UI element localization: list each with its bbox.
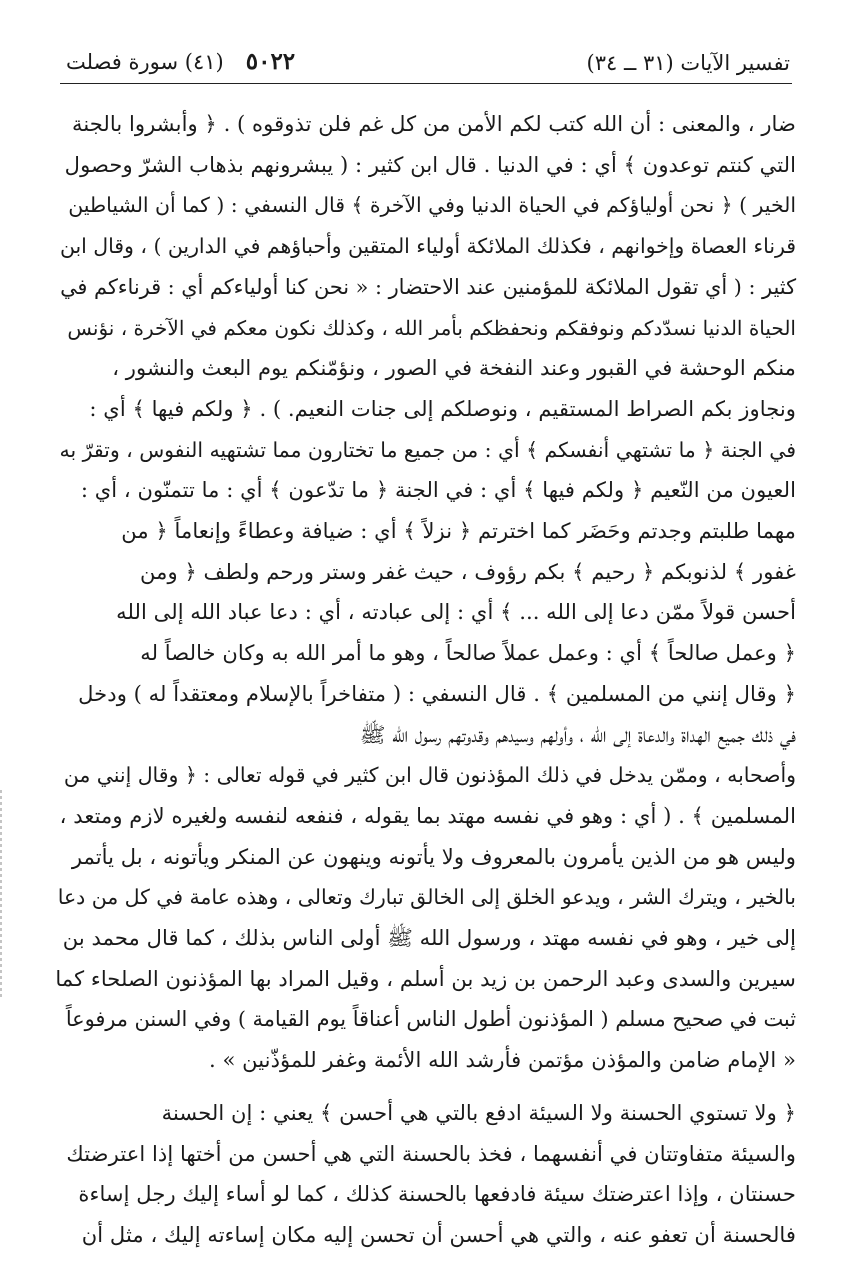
- text-line: حسنتان ، وإذا اعترضتك سيئة فادفعها بالحسنة كذلك ، كما لو أساء إليك رجل إساءة: [78, 1181, 796, 1207]
- text-line: العيون من النّعيم ﴿ ولكم فيها ﴾ أي : في الجنة ﴿ ما تدّعون ﴾ أي : ما تتمنّون ، أي :: [80, 477, 796, 503]
- text-line: قرناء العصاة وإخوانهم ، فكذلك الملائكة أولياء المتقين وأحباؤهم في الدارين ) ، وقال ابن: [59, 234, 796, 259]
- text-line: الحياة الدنيا نسدّدكم ونوفقكم ونحفظكم بأمر الله ، وكذلك نكون معكم في الآخرة ، نؤنس: [67, 315, 796, 340]
- text-line: في الجنة ﴿ ما تشتهي أنفسكم ﴾ أي : من جميع ما تختارون مما تشتهيه النفوس ، وتقرّ به: [59, 437, 796, 462]
- text-line: أحسن قولاً ممّن دعا إلى الله ... ﴾ أي : إلى عبادته ، أي : دعا عباد الله إلى الله: [116, 599, 796, 625]
- surah-title: (٤١) سورة فصلت: [66, 50, 224, 74]
- text-line: سيرين والسدى وعبد الرحمن بن زيد بن أسلم ، وقيل المراد بها المؤذنون الصلحاء كما: [55, 965, 796, 991]
- text-line: مهما طلبتم وجدتم وحَضَر كما اخترتم ﴿ نزلاً ﴾ أي : ضيافة وعطاءً وإنعاماً ﴿ من: [121, 518, 796, 544]
- text-line: ونجاوز بكم الصراط المستقيم ، ونوصلكم إلى جنات النعيم. ) . ﴿ ولكم فيها ﴾ أي :: [89, 395, 796, 421]
- scan-edge-artifact: [0, 790, 2, 1000]
- text-line: ﴿ وعمل صالحاً ﴾ أي : وعمل عملاً صالحاً ، وهو ما أمر الله به وكان خالصاً له: [140, 640, 796, 666]
- text-line: في ذلك جميع الهداة والدعاة إلى الله ، وأولهم وسيدهم وقدوتهم رسول الله ﷺ: [359, 721, 796, 747]
- text-line: ﴿ ولا تستوي الحسنة ولا السيئة ادفع بالتي هي أحسن ﴾ يعني : إن الحسنة: [161, 1099, 796, 1125]
- text-line: التي كنتم توعدون ﴾ أي : في الدنيا . قال ابن كثير : ( يبشرونهم بذهاب الشرّ وحصول: [64, 151, 796, 177]
- running-header: [56, 48, 796, 83]
- section-title: تفسير الآيات (٣١ ــ ٣٤): [586, 51, 790, 75]
- text-line: بالخير ، ويترك الشر ، ويدعو الخلق إلى الخالق تبارك وتعالى ، وهذه عامة في كل من دعا: [57, 885, 796, 910]
- text-line: الخير ) ﴿ نحن أولياؤكم في الحياة الدنيا وفي الآخرة ﴾ قال النسفي : ( كما أن الشياطين: [68, 193, 796, 218]
- text-line: « الإمام ضامن والمؤذن مؤتمن فأرشد الله الأئمة وغفر للمؤذّنين » .: [208, 1047, 796, 1073]
- text-line: وليس هو من الذين يأمرون بالمعروف ولا يأتونه وينهون عن المنكر ويأتونه ، بل يأتمر: [71, 843, 796, 869]
- text-line: غفور ﴾ لذنوبكم ﴿ رحيم ﴾ بكم رؤوف ، حيث غفر وستر ورحم ولطف ﴿ ومن: [139, 558, 796, 584]
- header-divider: [60, 83, 792, 84]
- text-line: وأصحابه ، وممّن يدخل في ذلك المؤذنون قال ابن كثير في قوله تعالى : ﴿ وقال إنني من: [63, 763, 796, 788]
- body-text: [56, 104, 796, 1256]
- page-number: ٥٠٢٢: [245, 48, 296, 75]
- text-line: والسيئة متفاوتتان في أنفسهما ، فخذ بالحسنة التي هي أحسن من أختها إذا اعترضتك: [66, 1140, 796, 1166]
- text-line: فالحسنة أن تعفو عنه ، والتي هي أحسن أن تحسن إليه مكان إساءته إليك ، مثل أن: [81, 1221, 796, 1247]
- text-line: إلى خير ، وهو في نفسه مهتد ، ورسول الله ﷺ أولى الناس بذلك ، كما قال محمد بن: [62, 925, 796, 951]
- text-line: ثبت في صحيح مسلم ( المؤذنون أطول الناس أعناقاً يوم القيامة ) وفي السنن مرفوعاً: [65, 1007, 796, 1032]
- text-line: ﴿ وقال إنني من المسلمين ﴾ . قال النسفي : ( متفاخراً بالإسلام ومعتقداً له ) ودخل: [78, 680, 796, 706]
- header-right-group: [66, 48, 295, 75]
- paragraph: [56, 104, 796, 1081]
- text-line: المسلمين ﴾ . ( أي : وهو في نفسه مهتد بما يقوله ، فنفعه لنفسه ولغيره لازم ومتعد ،: [59, 802, 796, 828]
- paragraph: [56, 1093, 796, 1256]
- text-line: كثير : ( أي تقول الملائكة للمؤمنين عند الاحتضار : « نحن كنا أولياءكم أي : قرناءكم في: [60, 274, 796, 299]
- text-line: ضار ، والمعنى : أن الله كتب لكم الأمن من كل غم فلن تذوقوه ) . ﴿ وأبشروا بالجنة: [72, 111, 796, 136]
- text-line: منكم الوحشة في القبور وعند النفخة في الصور ، ونؤمّنكم يوم البعث والنشور ،: [112, 355, 796, 381]
